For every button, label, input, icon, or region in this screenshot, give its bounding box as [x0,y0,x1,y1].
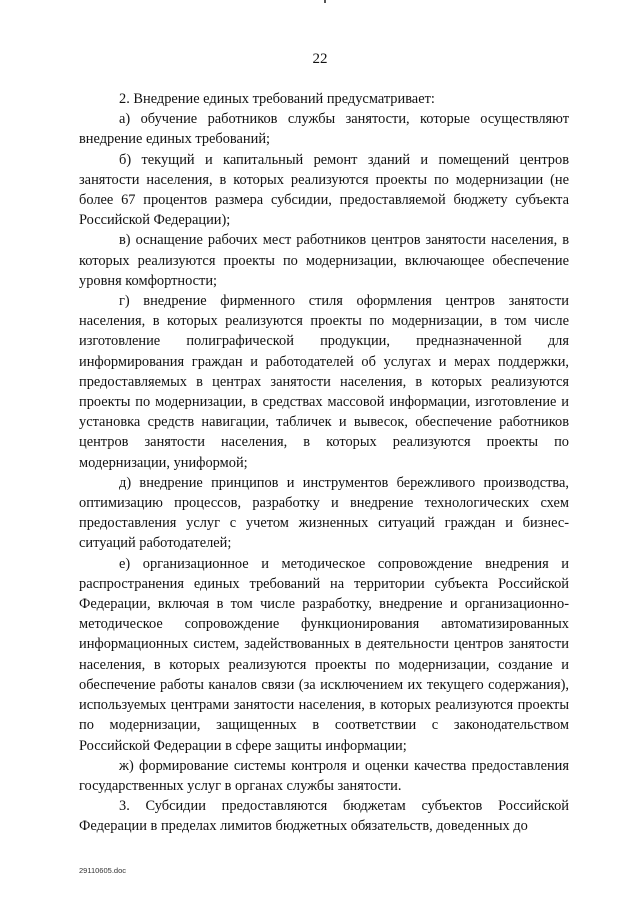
paragraph-b: б) текущий и капитальный ремонт зданий и помещений центров занятости населения, в которых реализуются проекты по модернизации (не более 67 процентов размера субсидии, предоставляемой бюджету субъекта Российской Федерации); [79,151,569,229]
paragraph-3: 3. Субсидии предоставляются бюджетам субъектов Российской Федерации в пределах лимитов бюджетных обязательств, доведенных до [79,798,569,835]
paragraph-a: а) обучение работников службы занятости, которые осуществляют внедрение единых требований; [79,111,569,148]
page-number: 22 [312,51,328,67]
paragraph-v: в) оснащение рабочих мест работников центров занятости населения, в которых реализуются проекты по модернизации, включающее обеспечение уровня комфортности; [79,232,569,289]
top-edge-mark [324,0,326,3]
paragraph-g: г) внедрение фирменного стиля оформления центров занятости населения, в которых реализуются проекты по модернизации, в том числе изготовление полиграфической продукции, предназначенной для информирования граждан и работодателей об услугах и мерах поддержки, предоставляемых в центрах занятости населения, в которых реализуются проекты по модернизации, в средствах массовой информации, изготовление и установка средств навигации, табличек и вывесок, обеспечение работников центров занятости населения, в которых реализуются проекты по модернизации, униформой; [79,293,569,471]
paragraph-zh: ж) формирование системы контроля и оценки качества предоставления государственных услуг в органах службы занятости. [79,757,569,794]
footer-file-code: 29110605.doc [79,866,126,875]
document-body [79,89,569,837]
paragraph-e: е) организационное и методическое сопровождение внедрения и распространения единых требований на территории субъекта Российской Федерации, включая в том числе разработку, внедрение и организационно-методическое сопровождение функционирования автоматизированных информационных систем, задействованных в деятельности центров занятости населения, в которых реализуются проекты по модернизации, создание и обеспечение работы каналов связи (за исключением их текущего содержания), используемых центрами занятости населения, в которых реализуются проекты по модернизации, защищенных в соответствии с законодательством Российской Федерации в сфере защиты информации; [79,555,569,754]
paragraph-d: д) внедрение принципов и инструментов бережливого производства, оптимизацию процессов, разработку и внедрение технологических схем предоставления услуг с учетом жизненных ситуаций граждан и бизнес-ситуаций работодателей; [79,474,569,552]
paragraph-intro: 2. Внедрение единых требований предусматривает: [119,91,435,107]
